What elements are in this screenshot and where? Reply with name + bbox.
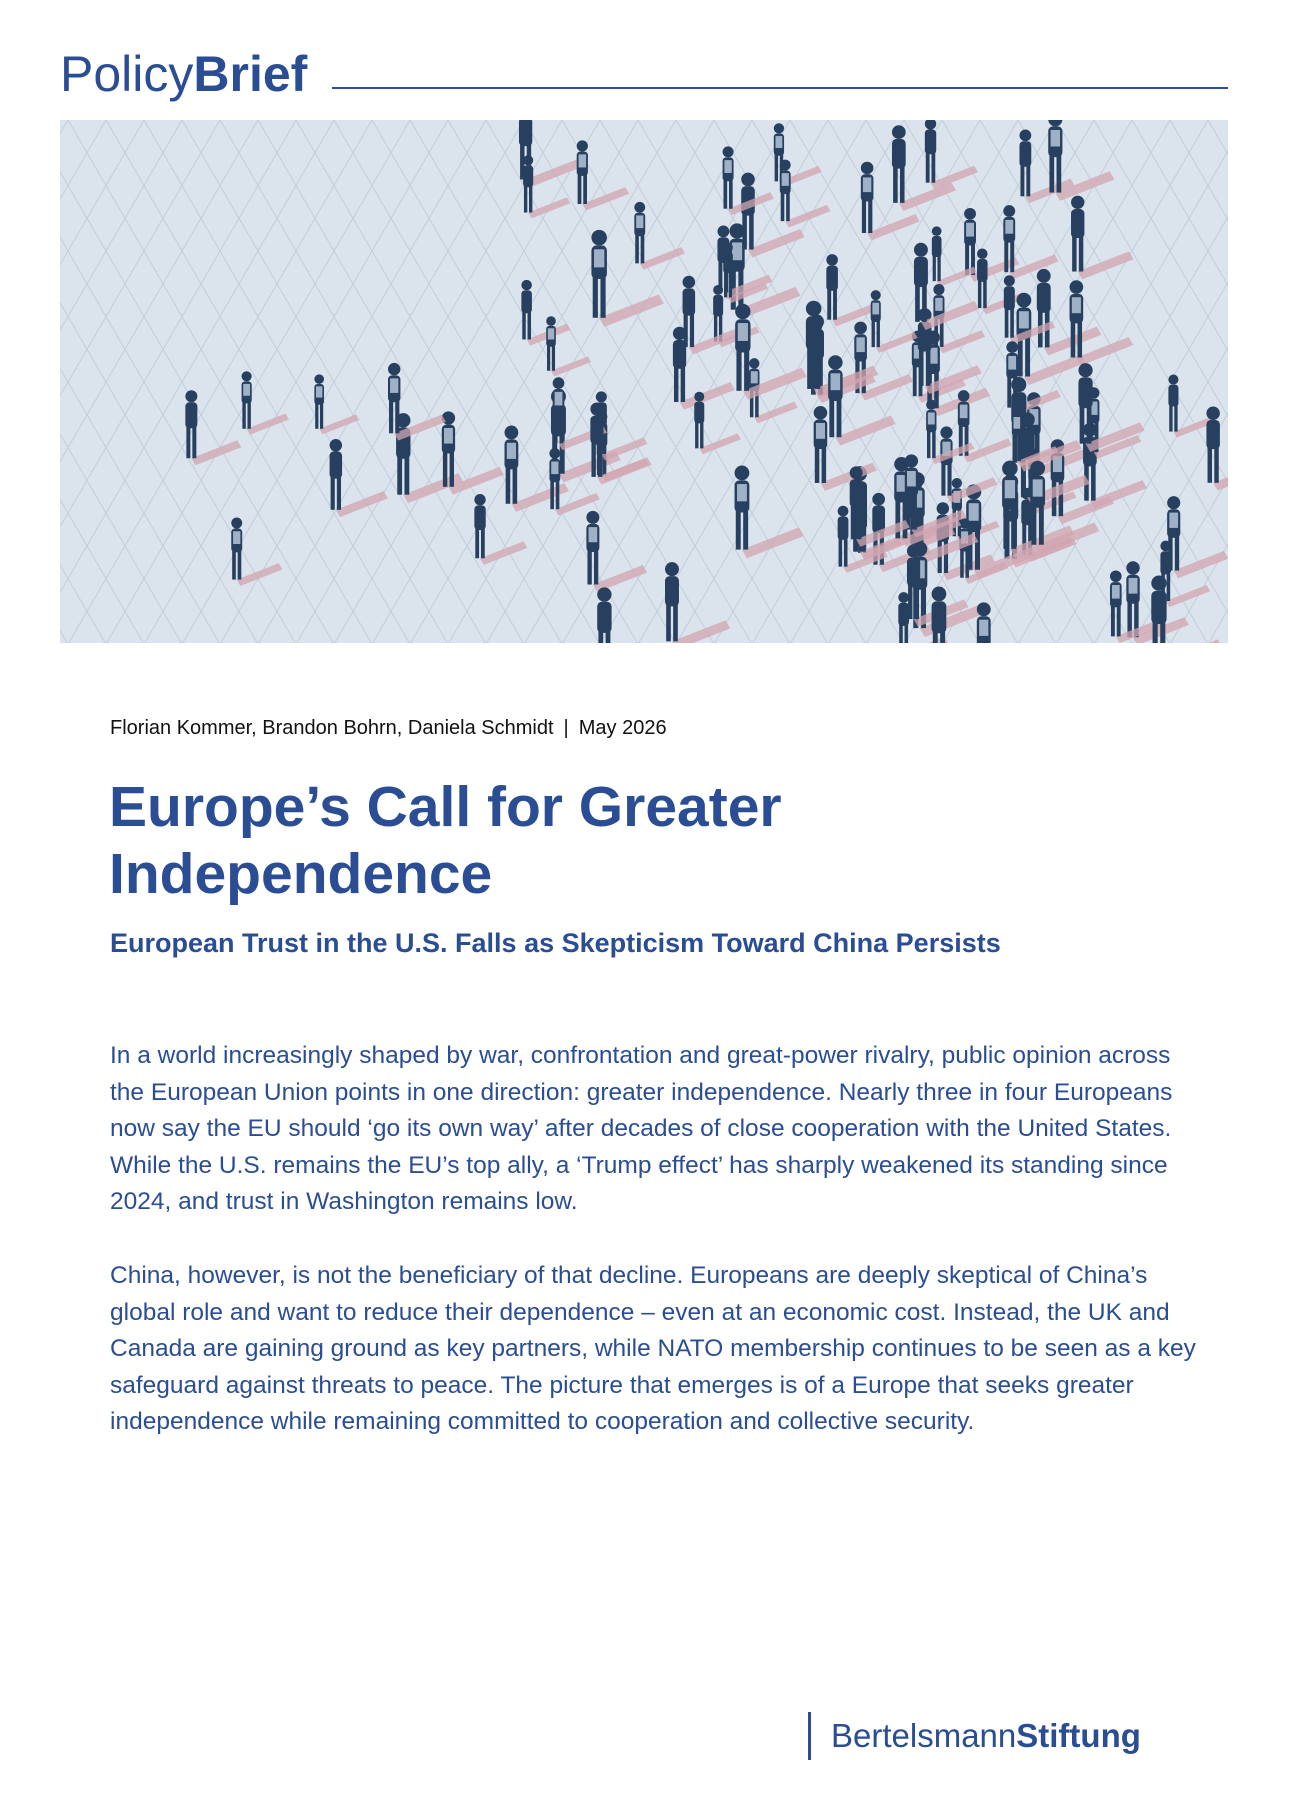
- header-rule: [332, 87, 1228, 89]
- cover-image: [60, 120, 1228, 643]
- byline-separator: |: [563, 717, 569, 739]
- page-title: Europe’s Call for Greater Independence: [109, 775, 782, 906]
- publisher-name-bold: Stiftung: [1016, 1717, 1141, 1754]
- page-subtitle: European Trust in the U.S. Falls as Skepticism Toward China Persists: [110, 928, 1001, 958]
- authors: Florian Kommer, Brandon Bohrn, Daniela Schmidt: [110, 717, 554, 739]
- series-header: [60, 40, 1228, 108]
- crowd-illustration: [60, 120, 1228, 643]
- series-label-bold: Brief: [193, 46, 308, 102]
- intro-paragraph-2: China, however, is not the beneficiary of that decline. Europeans are deeply skeptical of China’s global role and want to reduce their dependence – even at an economic cost. Instead, the UK and Canada are gaining ground as key partners, while NATO membership continues to be seen as a key safeguard against threats to peace. The picture that emerges is of a Europe that seeks greater independence while remaining committed to cooperation and collective security.: [110, 1262, 1196, 1435]
- publisher-name-light: Bertelsmann: [831, 1717, 1017, 1754]
- series-label: [60, 40, 307, 108]
- publisher-logo: [808, 1712, 1141, 1760]
- series-label-light: Policy: [60, 46, 194, 102]
- byline: [110, 714, 667, 742]
- intro-paragraph-1: In a world increasingly shaped by war, confrontation and great-power rivalry, public opinion across the European Union points in one direction: greater independence. Nearly three in four Europeans now say the EU should ‘go its own way’ after decades of close cooperation with the United States. While the U.S. remains the EU’s top ally, a ‘Trump effect’ has sharply weakened its standing since 2024, and trust in Washington remains low.: [110, 1042, 1173, 1215]
- publication-date: May 2026: [578, 717, 667, 739]
